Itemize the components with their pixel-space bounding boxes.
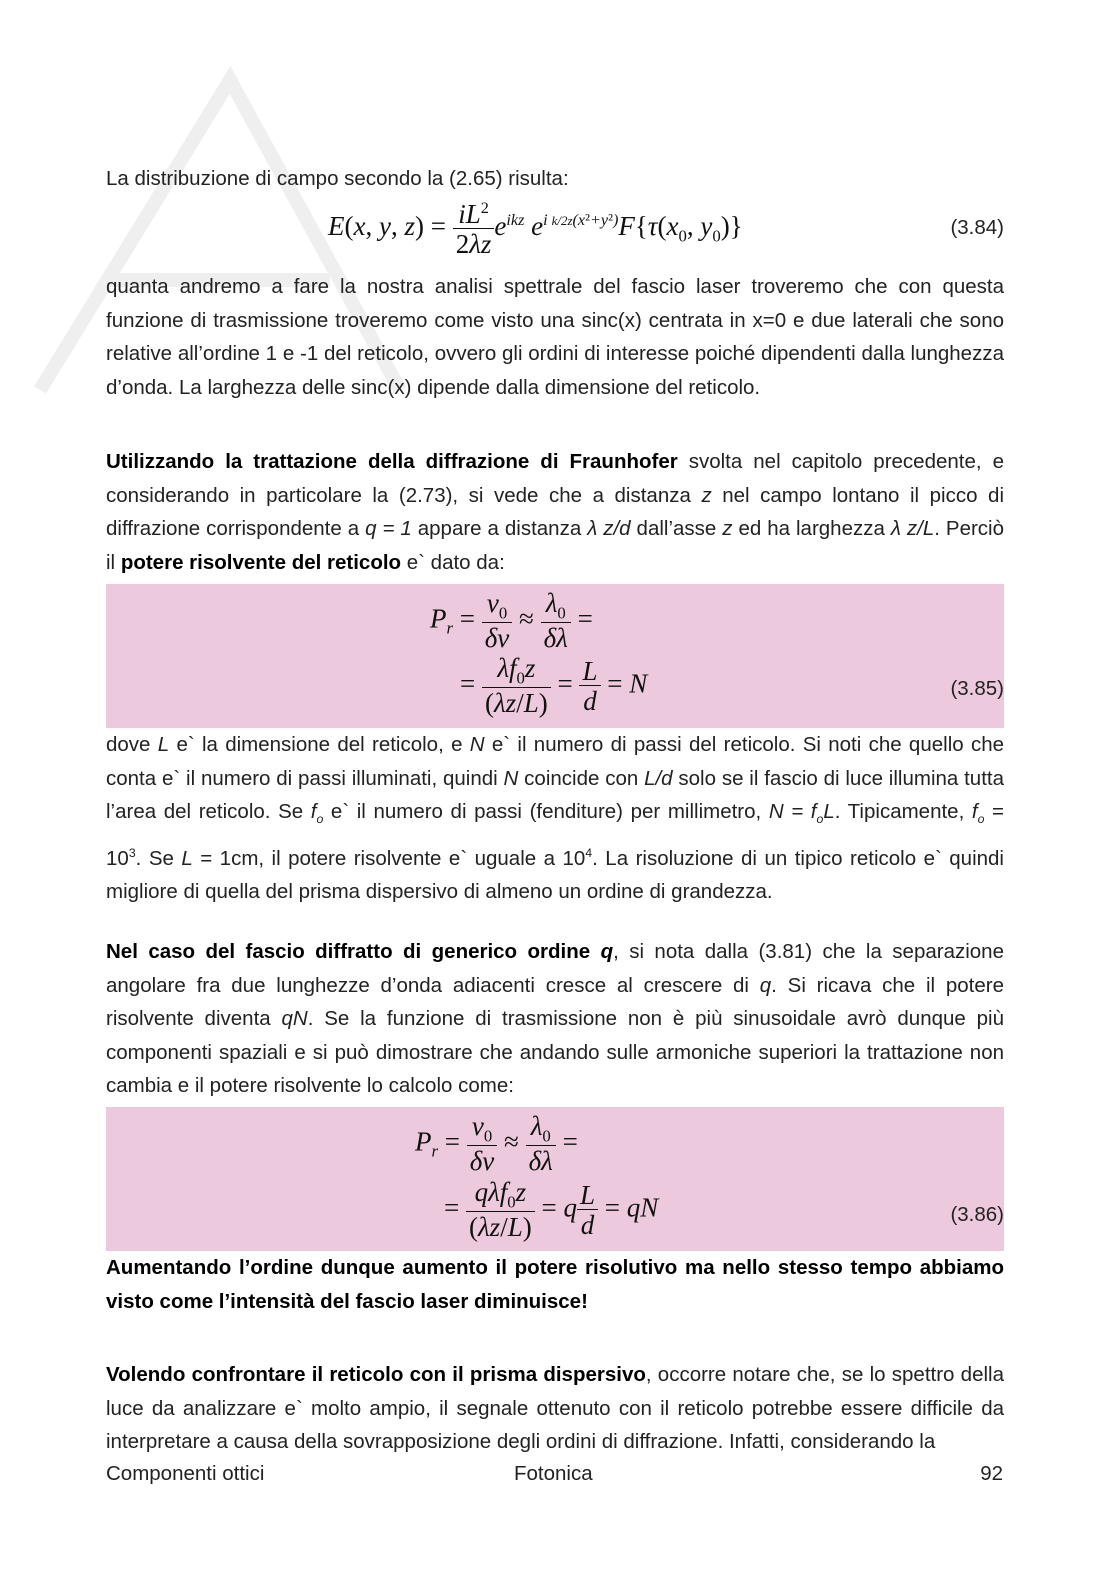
- text-dove-L: L: [157, 733, 170, 756]
- text-fraunhofer-lzd: λ z/d: [587, 517, 631, 540]
- equation-3-85-line2: = $\frac{\lambda f_0z}{(\lambda z/L)}$ = $\frac{L}{d}$ = N: [460, 653, 648, 719]
- page-number: 92: [980, 1462, 1003, 1485]
- text-dove-a: dove: [106, 733, 158, 756]
- bold-q: q: [600, 940, 614, 963]
- text-dove-Ld: L/d: [644, 766, 673, 790]
- text-caso-a: , si nota dalla (3.81) che la separazione angolare fra due lunghezze d’onda adiacenti cresce al crescere di: [106, 940, 1004, 997]
- text-dove-Nexpr: N = f: [768, 800, 817, 823]
- text-caso-q: q: [759, 973, 772, 997]
- paragraph-dove: [106, 728, 1004, 908]
- text-dove-Nexpr-L: L: [823, 800, 835, 823]
- text-dove-fo2: f: [971, 800, 978, 823]
- text-dove-j-sup: 4: [585, 845, 593, 860]
- text-caso-c: . Se la funzione di trasmissione non è più sinusoidale avrò dunque più componenti spaziali e si può dimostrare che andando sulle armoniche superiori la trattazione non cambia e il potere risolvente lo calcolo come:: [106, 1007, 1004, 1097]
- text-dove-e: solo se il fascio di luce illumina tutta l’area del reticolo. Se: [106, 766, 1005, 823]
- text-dove-d: coincide con: [518, 766, 645, 790]
- bold-generic-order: Nel caso del fascio diffratto di generico ordine: [106, 940, 601, 963]
- text-dove-N2: N: [503, 766, 519, 790]
- equation-number-3-84: (3.84): [950, 216, 1004, 239]
- text-fraunhofer-q1: q = 1: [365, 517, 412, 540]
- paragraph-volendo: [106, 1358, 1004, 1459]
- paragraph-aumentando: [106, 1251, 1004, 1318]
- equation-3-84: E(x, y, z) = $\frac{iL^2}{2\lambda z}$ $e^{ikz}$ $e^{i k/2z(x^2+y^2)}F\{\tau(x_0$, $y_0$)}: [328, 199, 743, 259]
- text-dove-b: e` la dimensione del reticolo, e: [169, 733, 470, 756]
- equation-3-86-line2: = $\frac{q\lambda f_0z}{(\lambda z/L)}$ = q $\frac{L}{d}$ = qN: [444, 1177, 659, 1243]
- footer-left: Componenti ottici: [106, 1462, 265, 1485]
- paragraph-generic-order: [106, 935, 1004, 1103]
- equation-number-3-85: (3.85): [950, 677, 1004, 700]
- text-dove-fo-sub: o: [316, 812, 324, 827]
- equation-3-86-line1: $P_r$ = $\frac{\nu_0}{\delta\nu}$ ≈ $\frac{\lambda_0}{\delta\lambda}$ =: [415, 1111, 578, 1177]
- text-fraunhofer-z: z: [701, 483, 712, 507]
- text-dove-N: N: [469, 733, 485, 756]
- text-dove-h: = 10: [106, 800, 1004, 870]
- bold-potere-risolvente: potere risolvente del reticolo: [120, 550, 402, 574]
- text-dove-g: . Tipicamente,: [834, 800, 972, 823]
- text-dove-c: e` il numero di passi del reticolo. Si noti che quello che conta e` il numero di passi illuminati, quindi: [106, 733, 1004, 790]
- text-dove-k: . La risoluzione di un tipico reticolo e` quindi migliore di quella del prisma dispersivo di almeno un ordine di grandezza.: [106, 846, 1004, 903]
- text-fraunhofer-d: dall’asse: [630, 517, 723, 540]
- footer-center: Fotonica: [514, 1462, 593, 1485]
- text-fraunhofer-a: svolta nel capitolo precedente, e considerando in particolare la (2.73), si vede che a distanza: [106, 450, 1004, 507]
- text-dove-Nexpr-sub: o: [816, 812, 824, 827]
- text-fraunhofer-f: . Perciò il: [106, 517, 1005, 574]
- text-caso-b: . Si ricava che il potere risolvente diventa: [106, 973, 1004, 1030]
- equation-number-3-86: (3.86): [950, 1203, 1004, 1226]
- text-fraunhofer-g: e` dato da:: [401, 550, 505, 574]
- text-dove-L2: L: [181, 846, 193, 870]
- text-fraunhofer-b: nel campo lontano il picco di diffrazione corrispondente a: [106, 483, 1004, 540]
- paragraph-intro: La distribuzione di campo secondo la (2.65) risulta:: [106, 167, 569, 190]
- text-dove-fo2-sub: o: [977, 812, 985, 827]
- text-volendo-a: , occorre notare che, se lo spettro della luce da analizzare e` molto ampio, il segnale ottenuto con il reticolo potrebbe essere difficile da interpretare a causa della sovrapposizione degli ordini di diffrazione. Infatti, considerando la: [106, 1363, 1004, 1453]
- bold-aumentando: Aumentando l’ordine dunque aumento il potere risolutivo ma nello stesso tempo abbiamo visto come l’intensità del fascio laser diminuisce!: [106, 1256, 1004, 1313]
- text-dove-h-sup: 3: [128, 845, 136, 860]
- bold-fraunhofer: Utilizzando la trattazione della diffrazione di Fraunhofer: [106, 450, 678, 473]
- text-dove-i: . Se: [135, 846, 182, 870]
- text-fraunhofer-c: appare a distanza: [411, 517, 588, 540]
- text-dove-j: = 1cm, il potere risolvente e` uguale a 10: [192, 846, 586, 870]
- paragraph-spectral-analysis: quanta andremo a fare la nostra analisi spettrale del fascio laser troveremo che con questa funzione di trasmissione troveremo come visto una sinc(x) centrata in x=0 e due laterali che sono relative all’ordine 1 e -1 del reticolo, ovvero gli ordini di interesse poiché dipendenti dalla lunghezza d’onda. La larghezza delle sinc(x) dipende dalla dimensione del reticolo.: [106, 275, 1004, 399]
- text-dove-f: e` il numero di passi (fenditure) per millimetro,: [323, 800, 769, 823]
- text-caso-qN: qN: [281, 1007, 308, 1030]
- equation-3-85-line1: $P_r$ = $\frac{\nu_0}{\delta\nu}$ ≈ $\frac{\lambda_0}{\delta\lambda}$ =: [430, 588, 593, 654]
- bold-volendo: Volendo confrontare il reticolo con il prisma dispersivo: [106, 1363, 646, 1386]
- text-fraunhofer-e: ed ha larghezza: [732, 517, 891, 540]
- text-fraunhofer-lzl: λ z/L: [890, 517, 935, 540]
- text-fraunhofer-z2: z: [722, 517, 733, 540]
- paragraph-fraunhofer: [106, 445, 1004, 579]
- text-dove-fo: f: [310, 800, 317, 823]
